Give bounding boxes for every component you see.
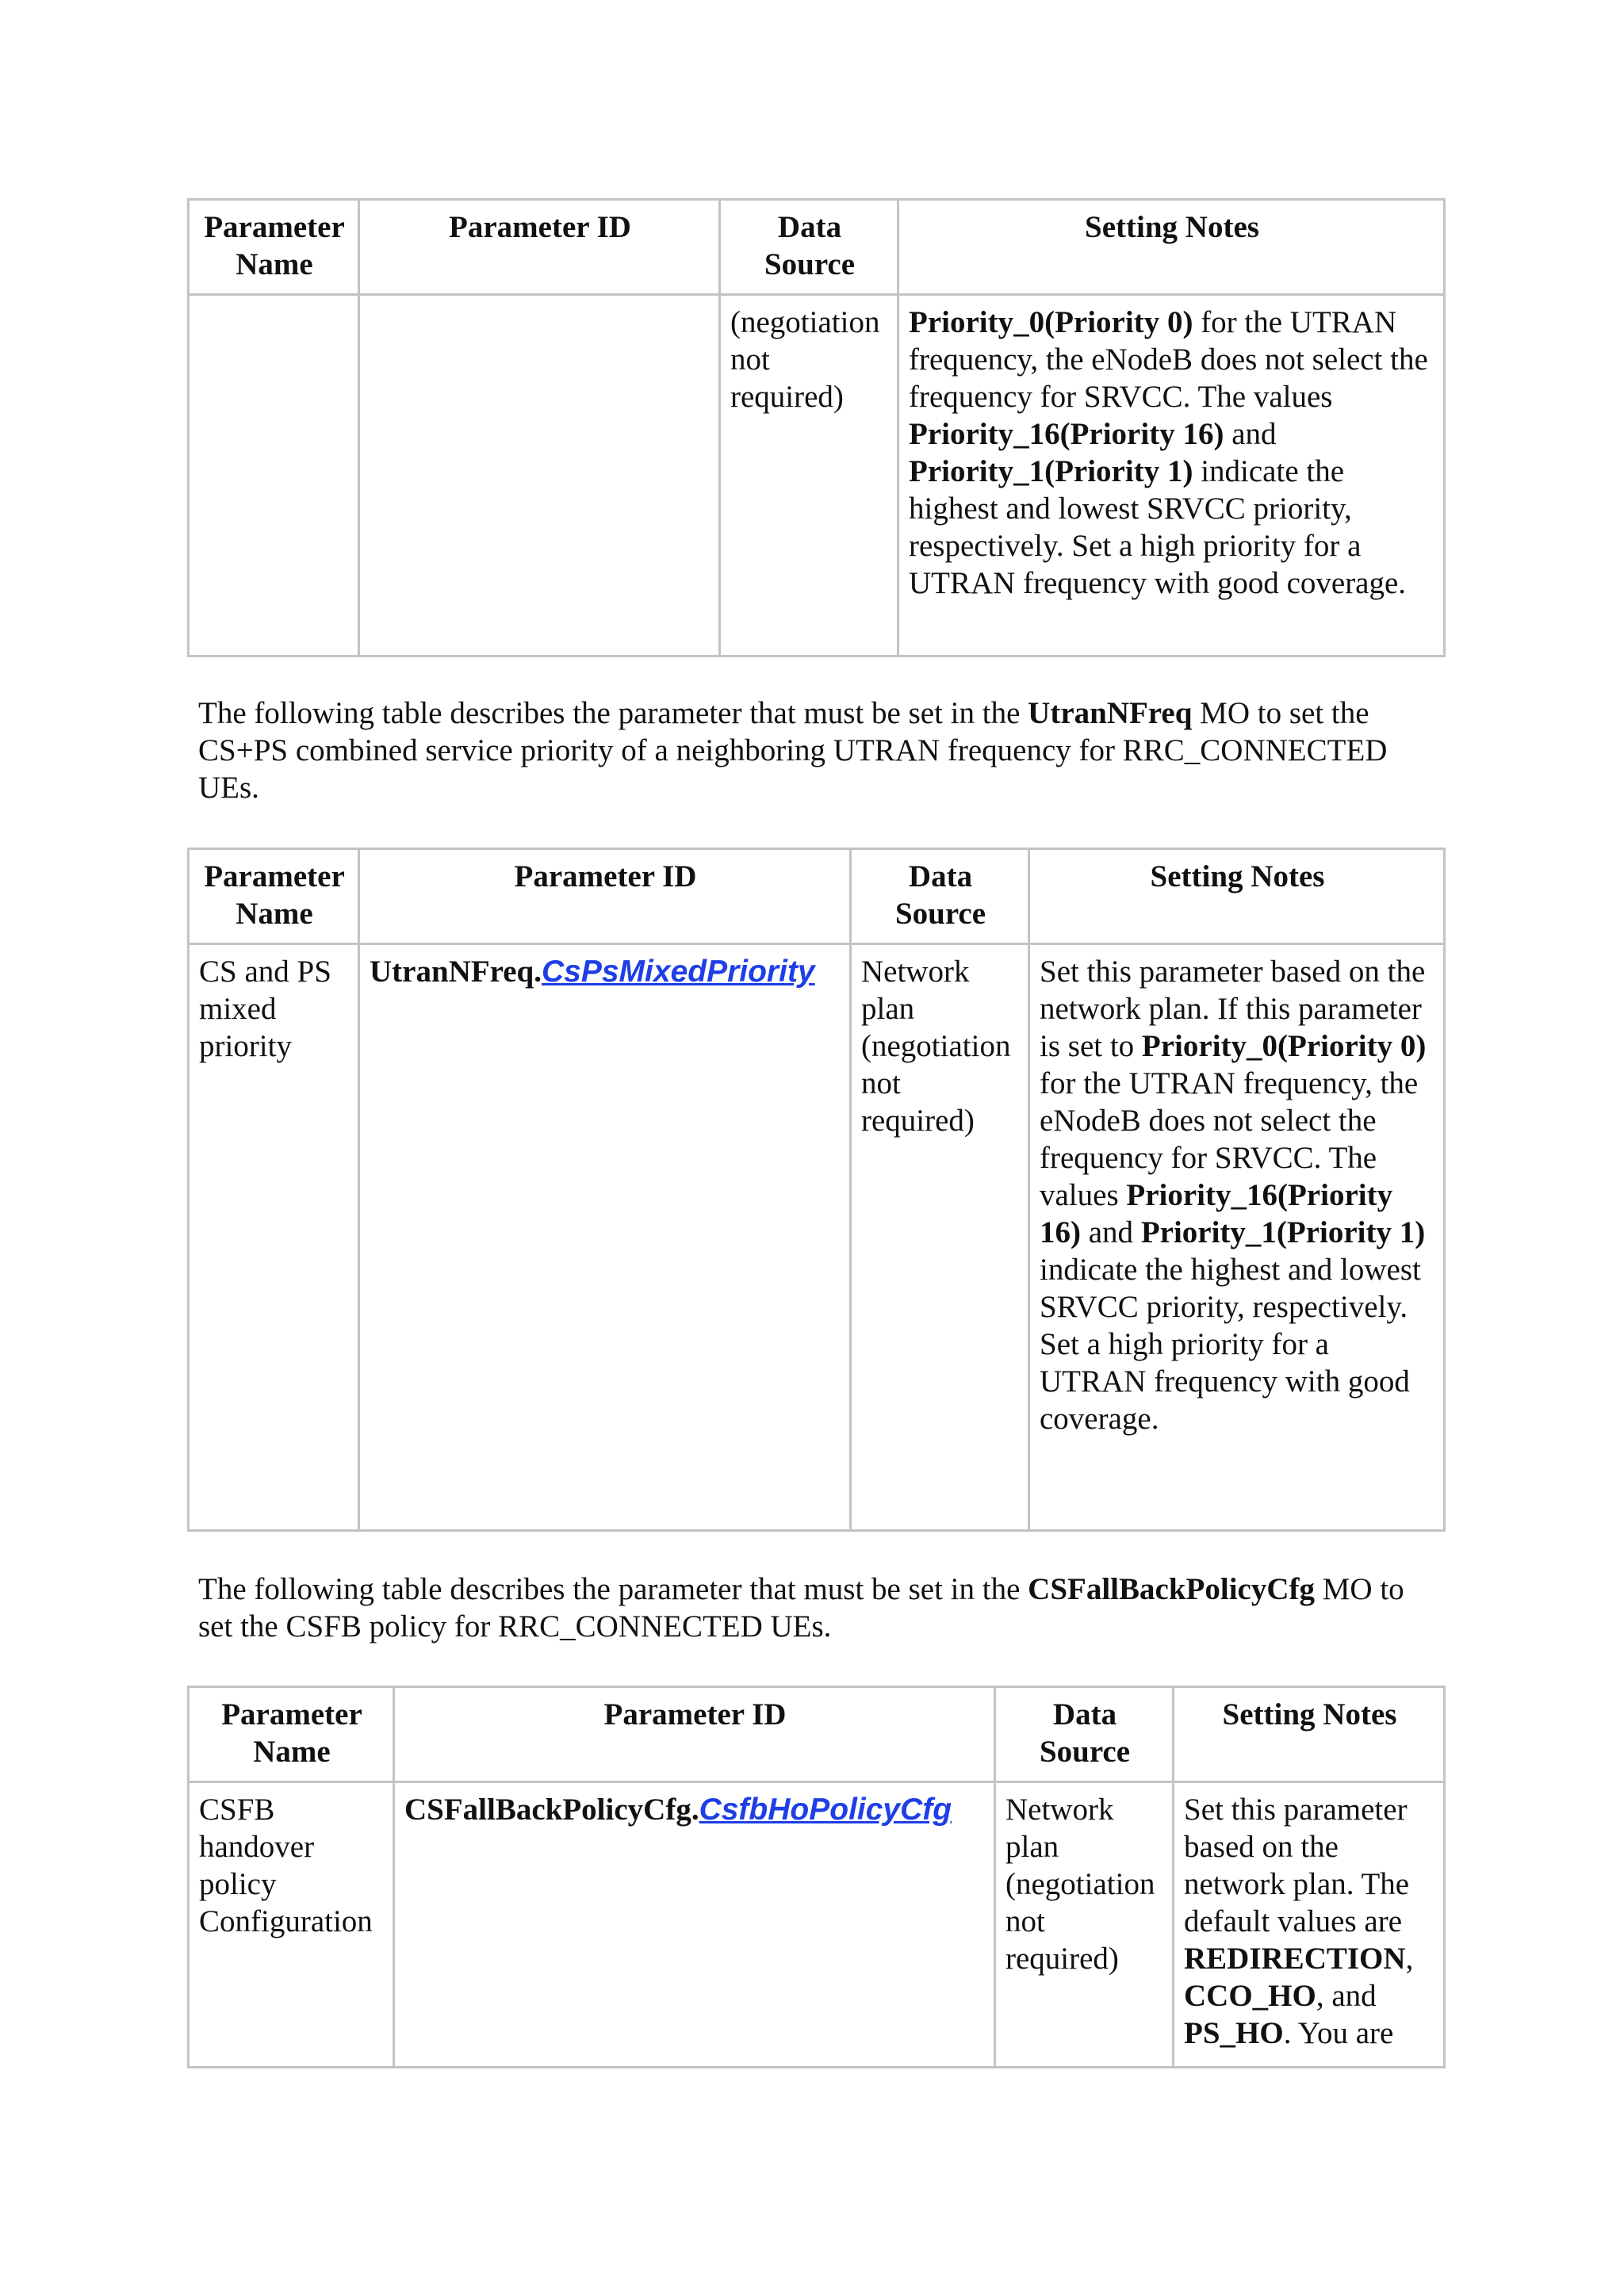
bold-text: Priority_0(Priority 0) (909, 305, 1193, 339)
table-row (189, 1782, 1445, 2068)
header-setting-notes: Setting Notes (898, 200, 1445, 295)
text-run: Set this parameter based on the network plan. If this parameter is set to (1040, 955, 1426, 1063)
text-run: indicate the highest and lowest SRVCC priority, respectively. Set a high priority for a UTRAN frequency with good coverage. (909, 454, 1407, 600)
header-parameter-name: Parameter Name (189, 200, 359, 295)
cell-parameter-id (359, 944, 851, 1531)
header-setting-notes: Setting Notes (1029, 849, 1445, 944)
text-run: indicate the highest and lowest SRVCC priority, respectively. Set a high priority for a UTRAN frequency with good coverage. (1040, 1253, 1421, 1436)
cell-setting-notes (1174, 1782, 1445, 2068)
text-run: and (1081, 1215, 1141, 1249)
parameter-mo-name: CSFallBackPolicyCfg. (404, 1793, 699, 1827)
header-parameter-name: Parameter Name (189, 849, 359, 944)
text-run: The following table describes the parameter that must be set in the (198, 1572, 1028, 1606)
header-parameter-id: Parameter ID (359, 200, 720, 295)
cell-parameter-id (359, 295, 720, 656)
header-data-source: Data Source (720, 200, 898, 295)
text-run: MO to set the CS+PS combined service priority of a neighboring UTRAN frequency for RRC_CONNECTED UEs. (198, 696, 1388, 805)
header-data-source: Data Source (995, 1687, 1174, 1782)
cell-data-source: Network plan (negotiation not required) (995, 1782, 1174, 2068)
cell-setting-notes (898, 295, 1445, 656)
parameter-id-link[interactable]: CsfbHoPolicyCfg (699, 1793, 952, 1827)
text-run: and (1224, 417, 1277, 451)
description-paragraph-2 (198, 1571, 1435, 1645)
cell-setting-notes (1029, 944, 1445, 1531)
header-parameter-name: Parameter Name (189, 1687, 394, 1782)
text-run: for the UTRAN frequency, the eNodeB does not select the frequency for SRVCC. The values (1040, 1066, 1419, 1212)
text-run: Set this parameter based on the network plan. The default values are (1184, 1793, 1410, 1938)
text-run: , and (1316, 1979, 1377, 2013)
cell-data-source: Network plan (negotiation not required) (851, 944, 1029, 1531)
cell-parameter-id (394, 1782, 995, 2068)
header-parameter-id: Parameter ID (359, 849, 851, 944)
bold-text: UtranNFreq (1028, 696, 1193, 730)
cell-parameter-name: CSFB handover policy Configuration (189, 1782, 394, 2068)
bold-text: Priority_16(Priority 16) (1040, 1178, 1393, 1249)
text-run: for the UTRAN frequency, the eNodeB does not select the frequency for SRVCC. The values (909, 305, 1428, 414)
parameter-table-2 (187, 848, 1446, 1532)
header-parameter-id: Parameter ID (394, 1687, 995, 1782)
bold-text: PS_HO (1184, 2016, 1284, 2050)
table-row (189, 944, 1445, 1531)
bold-text: CCO_HO (1184, 1979, 1316, 2013)
cell-parameter-name: CS and PS mixed priority (189, 944, 359, 1531)
bold-text: CSFallBackPolicyCfg (1028, 1572, 1315, 1606)
text-run: The following table describes the parameter that must be set in the (198, 696, 1028, 730)
table-header-row (189, 200, 1445, 295)
bold-text: REDIRECTION (1184, 1942, 1406, 1976)
bold-text: Priority_1(Priority 1) (909, 454, 1193, 488)
table-header-row (189, 1687, 1445, 1782)
header-data-source: Data Source (851, 849, 1029, 944)
text-run: MO to set the CSFB policy for RRC_CONNECTED UEs. (198, 1572, 1404, 1644)
parameter-mo-name: UtranNFreq. (370, 955, 542, 989)
cell-parameter-name (189, 295, 359, 656)
header-setting-notes: Setting Notes (1174, 1687, 1445, 1782)
cell-data-source: (negotiation not required) (720, 295, 898, 656)
table-row (189, 295, 1445, 656)
description-paragraph-1 (198, 695, 1435, 806)
parameter-id-link[interactable]: CsPsMixedPriority (542, 955, 815, 989)
text-run: , (1405, 1942, 1414, 1976)
bold-text: Priority_1(Priority 1) (1140, 1215, 1426, 1249)
bold-text: Priority_0(Priority 0) (1141, 1029, 1427, 1063)
bold-text: Priority_16(Priority 16) (909, 417, 1224, 451)
table-header-row (189, 849, 1445, 944)
parameter-table-3 (187, 1686, 1446, 2068)
parameter-table-1 (187, 198, 1446, 657)
text-run: . You are (1283, 2016, 1394, 2050)
